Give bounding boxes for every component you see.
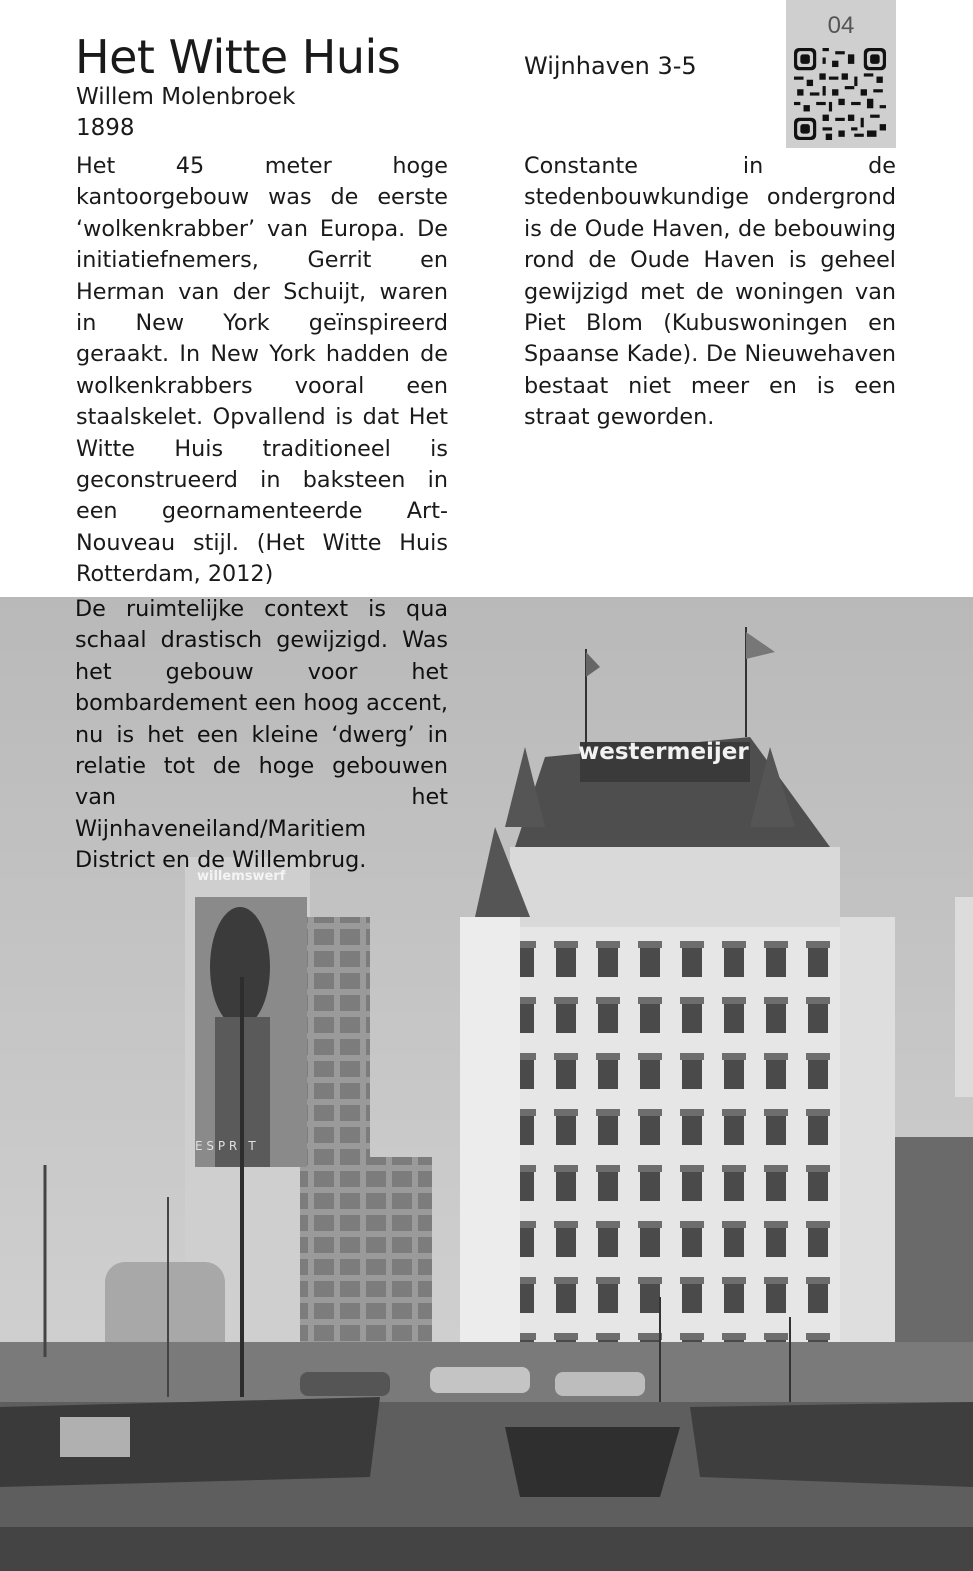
- qr-code-icon: [794, 48, 886, 140]
- build-year: 1898: [76, 115, 135, 141]
- paragraph-right: Constante in de stedenbouwkundige ondergrond is de Oude Haven, de bebouwing rond de Oude Haven is geheel gewijzigd met de woningen van Piet Blom (Kubuswoningen en Spaanse Kade). De Nieuwehaven bestaat niet meer en is een straat geworden.: [524, 153, 896, 431]
- esprit-sign: E S P R I T: [195, 1139, 256, 1153]
- willemswerf-sign: willemswerf: [197, 869, 286, 884]
- paragraph-left: Het 45 meter hoge kantoorgebouw was de eerste ‘wolkenkrabber’ van Europa. De initiatiefnemers, Gerrit en Herman van der Schuijt, waren in New York geïnspireerd geraakt. In New York hadden de wolkenkrabbers vooral een staalskelet. Opvallend is dat Het Witte Huis traditioneel is geconstrueerd in baksteen in een geornamenteerde Art-Nouveau stijl. (Het Witte Huis Rotterdam, 2012): [76, 153, 448, 588]
- page-title: Het Witte Huis: [75, 30, 401, 84]
- address: Wijnhaven 3-5: [524, 52, 697, 80]
- page-number: 04: [827, 12, 855, 39]
- westermeijer-sign: westermeijer: [578, 739, 749, 765]
- paragraph-photo: De ruimtelijke context is qua schaal drastisch gewijzigd. Was het gebouw voor het bombardement een hoog accent, nu is het een kleine ‘dwerg’ in relatie tot de hoge gebouwen van het Wijnhaveneiland/Maritiem District en de Willembrug.: [75, 596, 448, 874]
- architect-name: Willem Molenbroek: [76, 84, 296, 110]
